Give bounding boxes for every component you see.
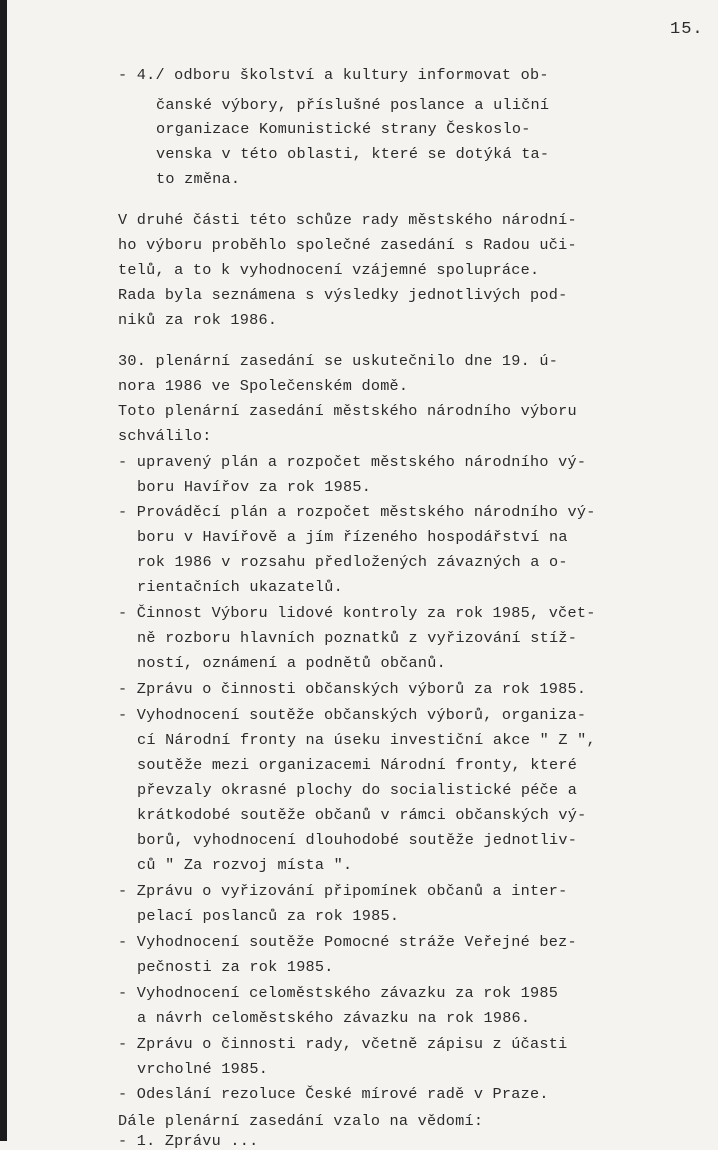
text-line: krátkodobé soutěže občanů v rámci občanských vý- [137,806,587,824]
list-item: - Zprávu o činnosti rady, včetně zápisu z účasti [118,1035,568,1053]
text-line: čanské výbory, příslušné poslance a uliční [156,96,550,114]
text-line: Toto plenární zasedání městského národního výboru [118,402,577,420]
text-line: rok 1986 v rozsahu předložených závazných a o- [137,553,568,571]
text-line: ců " Za rozvoj místa ". [137,856,353,874]
list-item: - Zprávu o činnosti občanských výborů za rok 1985. [118,680,587,698]
text-line: pečnosti za rok 1985. [137,958,334,976]
list-item: - Odeslání rezoluce České mírové radě v Praze. [118,1085,549,1103]
list-item: - Vyhodnocení soutěže občanských výborů, organiza- [118,706,587,724]
text-line: vrcholné 1985. [137,1060,269,1078]
text-line: venska v této oblasti, které se dotýká ta- [156,145,550,163]
list-item: - Činnost Výboru lidové kontroly za rok 1985, včet- [118,604,596,622]
text-line: převzaly okrasné plochy do socialistické péče a [137,781,578,799]
list-item: - Vyhodnocení celoměstského závazku za rok 1985 [118,984,559,1002]
text-line: borů, vyhodnocení dlouhodobé soutěže jednotliv- [137,831,578,849]
text-line: pelací poslanců za rok 1985. [137,907,400,925]
text-line: ností, oznámení a podnětů občanů. [137,654,447,672]
list-item: - Vyhodnocení soutěže Pomocné stráže Veřejné bez- [118,933,577,951]
page-number: 15. [670,20,704,39]
list-item: - upravený plán a rozpočet městského národního vý- [118,453,587,471]
text-line: 30. plenární zasedání se uskutečnilo dne 19. ú- [118,352,559,370]
text-line: niků za rok 1986. [118,311,278,329]
text-line: organizace Komunistické strany Českoslo- [156,120,531,138]
text-line: Rada byla seznámena s výsledky jednotlivých pod- [118,286,568,304]
text-line: boru Havířov za rok 1985. [137,478,372,496]
text-line: nora 1986 ve Společenském domě. [118,377,409,395]
list-item: - Zprávu o vyřizování připomínek občanů a inter- [118,882,568,900]
text-line: ně rozboru hlavních poznatků z vyřizování stíž- [137,629,578,647]
text-line: boru v Havířově a jím řízeného hospodářství na [137,528,568,546]
text-line: ho výboru proběhlo společné zasedání s Radou uči- [118,236,577,254]
scan-edge [0,0,7,1141]
text-line: - 1. Zprávu ... [118,1132,259,1150]
text-line: V druhé části této schůze rady městského národní- [118,211,577,229]
text-line: Dále plenární zasedání vzalo na vědomí: [118,1112,484,1130]
text-line: soutěže mezi organizacemi Národní fronty, které [137,756,578,774]
text-line: telů, a to k vyhodnocení vzájemné spolupráce. [118,261,540,279]
list-item: - Prováděcí plán a rozpočet městského národního vý- [118,503,596,521]
text-line: to změna. [156,170,241,188]
text-line: rientačních ukazatelů. [137,578,344,596]
text-line: - 4./ odboru školství a kultury informovat ob- [118,66,549,84]
text-line: cí Národní fronty na úseku investiční akce " Z ", [137,731,596,749]
text-line: schválilo: [118,427,212,445]
text-line: a návrh celoměstského závazku na rok 1986. [137,1009,531,1027]
